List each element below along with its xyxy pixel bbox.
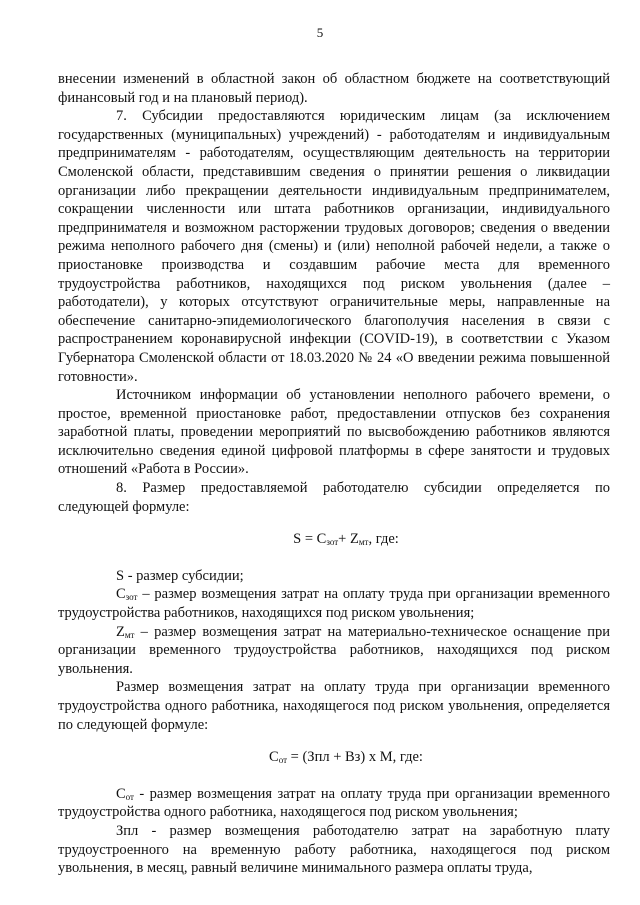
paragraph-info-source: Источником информации об установлении неполного рабочего времени, о простое, временной приостановке работ, предоставлении отпусков без сохранения заработной платы, проведении мероприятий по высвобождению работников являются исключительно сведения единой цифровой платформы в сфере занятости и трудовых отношений «Работа в России». (58, 387, 610, 478)
formula-subsidy: $S = C_{зот}+ Z_{мт}$, где: (293, 531, 399, 548)
paragraph-labor-cost: Размер возмещения затрат на оплату труда при организации временного трудоустройства одного работника, находящегося под риском увольнения, определяется по следующей формуле: (58, 679, 610, 733)
definition-c-ot: $C_{от}$ - размер возмещения затрат на оплату труда при организации временного трудоустройства одного работника, находящегося под риском увольнения; (58, 785, 610, 821)
page-number: 5 (316, 25, 324, 40)
definition-c-zot: $C_{зот}$ – размер возмещения затрат на оплату труда при организации временного трудоустройства работников, находящихся под риском увольнения; (58, 586, 610, 622)
paragraph-item-7: 7. Субсидии предоставляются юридическим лицам (за исключением государственных (муниципальных) учреждений) - работодателям и индивидуальным предпринимателям - работодателям, осуществляющим деятельность на территории Смоленской области, представившим сведения о принятии решения о ликвидации организации либо прекращении деятельности индивидуальным предпринимателем, сокращении численности или штата работников организации, индивидуального предпринимателя и возможном расторжении трудовых договоров; сведения о введении режима неполного рабочего дня (смены) и (или) неполной рабочей недели, а также о приостановке производства и создавшим рабочие места для временного трудоустройства работников, находящихся под риском увольнения (далее – работодатели), у которых отсутствуют ограничительные меры, направленные на обеспечение санитарно-эпидемиологического благополучия населения в связи с распространением коронавирусной инфекции (COVID-19), в соответствии с Указом Губернатора Смоленской области от 18.03.2020 № 24 «О введении режима повышенной готовности». (58, 108, 610, 385)
definition-s: S - размер субсидии; (116, 567, 244, 584)
paragraph-continuation: внесении изменений в областной закон об областном бюджете на соответствующий финансовый год и на плановый период). (58, 71, 610, 106)
definition-z-mt: $Z_{мт}$ – размер возмещения затрат на материально-техническое оснащение при организации временного трудоустройства работников, находящихся под риском увольнения. (58, 623, 610, 677)
document-body (58, 70, 610, 878)
formula-labor-cost: $C_{от} = (Зпл + Вз)$ х М, где: (269, 749, 423, 766)
definition-zpl: Зпл - размер возмещения работодателю затрат на заработную плату трудоустроенного на временную работу работника, находящегося под риском увольнения, в месяц, равный величине минимального размера оплаты труда, (58, 822, 610, 877)
paragraph-item-8: 8. Размер предоставляемой работодателю субсидии определяется по следующей формуле: (58, 480, 610, 515)
